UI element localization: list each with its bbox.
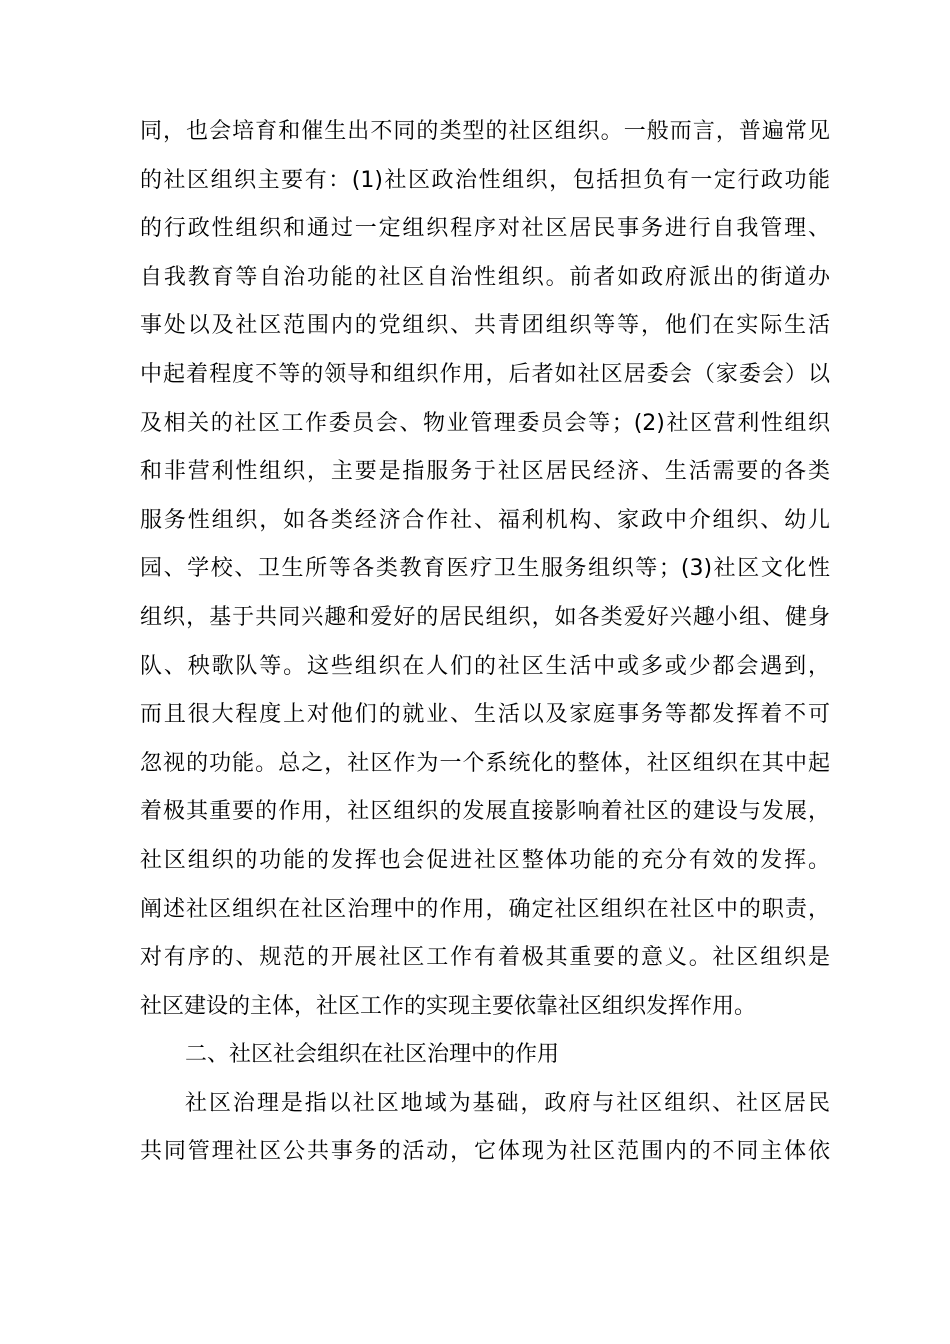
para2-line-2: 共同管理社区公共事务的活动，它体现为社区范围内的不同主体依 <box>140 1139 830 1165</box>
text-line-16: 社区组织的功能的发挥也会促进社区整体功能的充分有效的发挥。 <box>140 847 830 873</box>
text-line-2: 的社区组织主要有：(1)社区政治性组织，包括担负有一定行政功能 <box>140 167 830 193</box>
text-line-5: 事处以及社区范围内的党组织、共青团组织等等，他们在实际生活 <box>140 313 830 339</box>
text-line-17: 阐述社区组织在社区治理中的作用，确定社区组织在社区中的职责， <box>140 896 830 922</box>
text-line-12: 队、秧歌队等。这些组织在人们的社区生活中或多或少都会遇到， <box>140 653 830 679</box>
text-line-10: 园、学校、卫生所等各类教育医疗卫生服务组织等；(3)社区文化性 <box>140 556 830 582</box>
text-line-1: 同，也会培育和催生出不同的类型的社区组织。一般而言，普遍常见 <box>140 119 830 144</box>
text-line-13: 而且很大程度上对他们的就业、生活以及家庭事务等都发挥着不可 <box>140 702 830 728</box>
text-line-6: 中起着程度不等的领导和组织作用，后者如社区居委会（家委会）以 <box>140 361 830 387</box>
para2-line-1: 社区治理是指以社区地域为基础，政府与社区组织、社区居民 <box>185 1090 830 1116</box>
text-line-18: 对有序的、规范的开展社区工作有着极其重要的意义。社区组织是 <box>140 945 830 971</box>
text-line-9: 服务性组织，如各类经济合作社、福利机构、家政中介组织、幼儿 <box>140 507 830 533</box>
text-line-19: 社区建设的主体，社区工作的实现主要依靠社区组织发挥作用。 <box>140 993 757 1019</box>
text-line-11: 组织，基于共同兴趣和爱好的居民组织，如各类爱好兴趣小组、健身 <box>140 604 830 630</box>
text-line-14: 忽视的功能。总之，社区作为一个系统化的整体，社区组织在其中起 <box>140 750 830 776</box>
text-line-4: 自我教育等自治功能的社区自治性组织。前者如政府派出的街道办 <box>140 264 830 290</box>
text-line-7: 及相关的社区工作委员会、物业管理委员会等；(2)社区营利性组织 <box>140 410 830 436</box>
text-line-8: 和非营利性组织，主要是指服务于社区居民经济、生活需要的各类 <box>140 459 830 485</box>
section-heading: 二、社区社会组织在社区治理中的作用 <box>185 1042 560 1068</box>
text-line-15: 着极其重要的作用，社区组织的发展直接影响着社区的建设与发展， <box>140 799 830 825</box>
body-text <box>140 108 830 1177</box>
text-line-3: 的行政性组织和通过一定组织程序对社区居民事务进行自我管理、 <box>140 216 830 242</box>
